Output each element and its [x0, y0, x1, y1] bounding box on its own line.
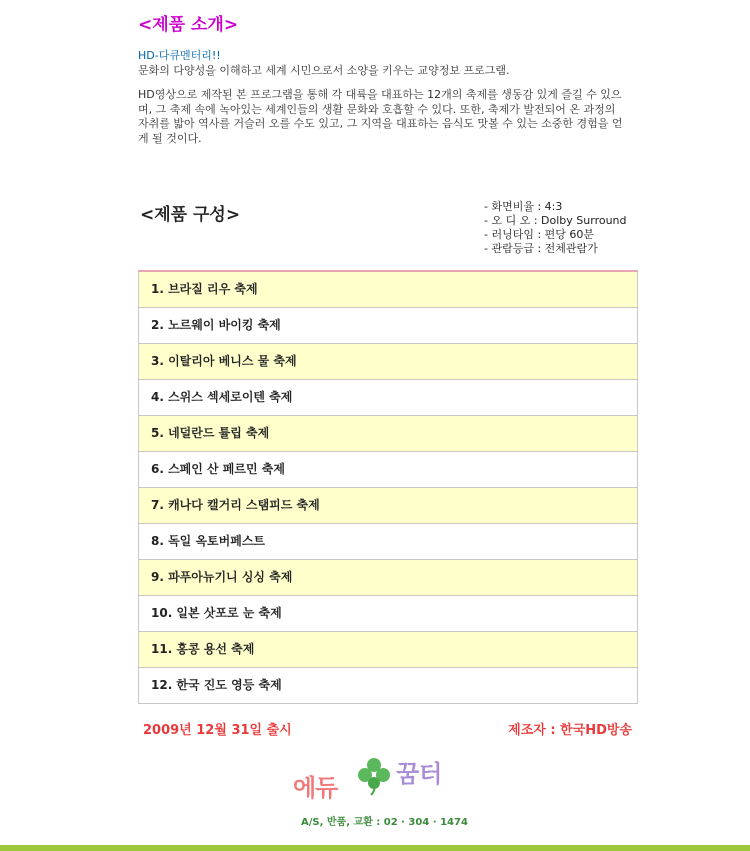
composition-title: <제품 구성>: [140, 205, 241, 225]
spec-list: [484, 200, 627, 256]
spec-aspect-ratio: - 화면비율 : 4:3: [484, 200, 563, 213]
release-date: 2009년 12월 31일 출시: [143, 723, 292, 738]
manufacturer: 제조자 : 한국HD방송: [508, 723, 632, 738]
intro-paragraph: HD영상으로 제작된 본 프로그램을 통해 각 대륙을 대표하는 12개의 축제를 생동감 있게 즐길 수 있으며, 그 축제 속에 녹아있는 세계인들의 생활 문화와 호흡할 수 있다. 또한, 축제가 발전되어 온 과정의 자취를 밟아 역사를 거슬러 오를 수도 있고, 그 지역을 대표하는 음식도 맛볼 수 있는 소중한 경험을 얻게 될 것이다.: [138, 88, 623, 145]
episode-row: 4. 스위스 섹세로이텐 축제: [139, 380, 637, 416]
spec-rating: - 관람등급 : 전체관람가: [484, 242, 598, 255]
episode-row: 7. 캐나다 캘거리 스탬피드 축제: [139, 488, 637, 524]
as-contact: A/S, 반품, 교환 : 02 · 304 · 1474: [301, 817, 468, 828]
clover-icon: [355, 756, 393, 796]
intro-line: 문화의 다양성을 이해하고 세계 시민으로서 소양을 키우는 교양정보 프로그램.: [138, 64, 510, 77]
bottom-bar: [0, 845, 750, 851]
episode-row: 2. 노르웨이 바이킹 축제: [139, 308, 637, 344]
logo-text-left: 에듀: [293, 774, 338, 802]
spec-running-time: - 러닝타임 : 편당 60분: [484, 228, 595, 241]
episode-row: 6. 스페인 산 페르민 축제: [139, 452, 637, 488]
episode-row: 11. 홍콩 용선 축제: [139, 632, 637, 668]
episode-row: 3. 이탈리아 베니스 물 축제: [139, 344, 637, 380]
episode-row: 5. 네덜란드 튤립 축제: [139, 416, 637, 452]
episode-list: [138, 270, 638, 704]
intro-subtitle: HD-다큐멘터리!!: [138, 49, 221, 62]
episode-row: 9. 파푸아뉴기니 싱싱 축제: [139, 560, 637, 596]
logo-text-right: 꿈터: [396, 760, 443, 788]
edu-kkumteo-logo: [293, 750, 458, 810]
episode-row: 1. 브라질 리우 축제: [139, 272, 637, 308]
episode-row: 8. 독일 옥토버페스트: [139, 524, 637, 560]
intro-title: <제품 소개>: [138, 15, 239, 35]
spec-audio: - 오 디 오 : Dolby Surround: [484, 214, 627, 227]
episode-row: 12. 한국 진도 영등 축제: [139, 668, 637, 703]
episode-row: 10. 일본 삿포로 눈 축제: [139, 596, 637, 632]
